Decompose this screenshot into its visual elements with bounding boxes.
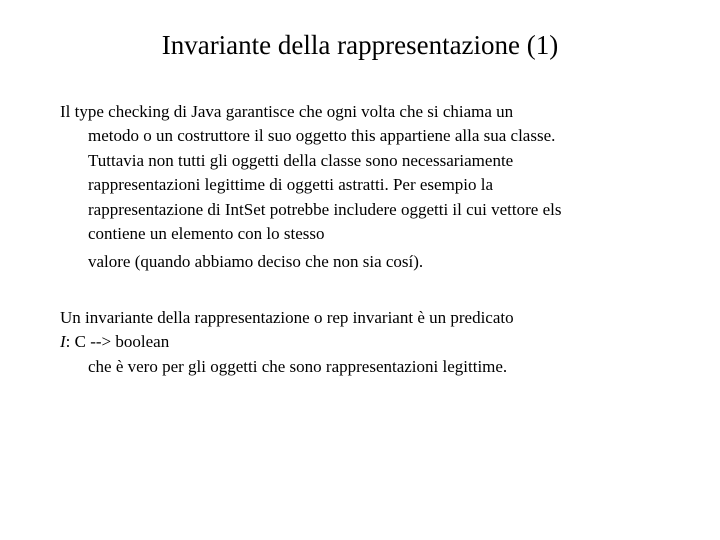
formula-line [60,330,680,354]
slide-title: Invariante della rappresentazione (1) [161,30,559,60]
paragraph-line: Tuttavia non tutti gli oggetti della classe sono necessariamente [88,150,514,170]
paragraph-line: valore (quando abbiamo deciso che non sia cosí). [88,252,424,272]
paragraph-line: contiene un elemento con lo stesso [88,224,325,244]
formula-rest: : C --> boolean [65,332,170,352]
paragraph-rep-invariant [60,306,680,379]
paragraph-type-checking [60,100,680,275]
paragraph-line: rappresentazione di IntSet potrebbe includere oggetti il cui vettore els [88,199,562,219]
paragraph-line: che è vero per gli oggetti che sono rappresentazioni legittime. [88,356,508,376]
paragraph-line: Un invariante della rappresentazione o rep invariant è un predicato [60,308,514,327]
paragraph-line: Il type checking di Java garantisce che ogni volta che si chiama un [60,102,514,121]
formula-symbol: I [60,332,66,352]
paragraph-line: metodo o un costruttore il suo oggetto this appartiene alla sua classe. [88,126,556,146]
paragraph-line: rappresentazioni legittime di oggetti astratti. Per esempio la [88,175,494,195]
